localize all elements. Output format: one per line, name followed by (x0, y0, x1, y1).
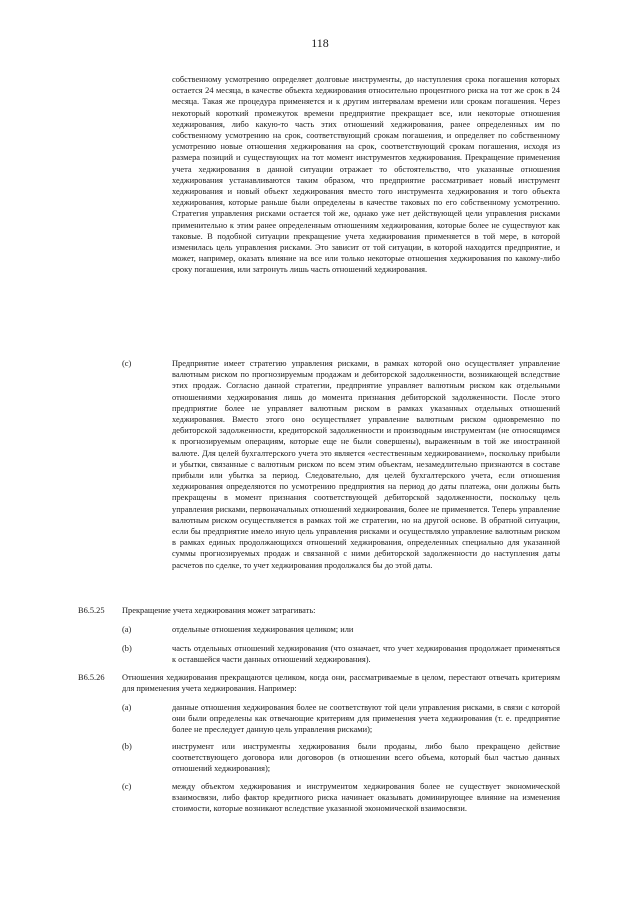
continuation-paragraph: собственному усмотрению определяет долговые инструменты, до наступления срока погашения которых остается 24 месяца, в качестве объекта хеджирования относительно процентного риска на тот же срок в 24 месяца. Такая же процедура применяется и к другим интервалам времени или срокам погашения. Через некоторый короткий промежуток времени предприятие прекращает все, или некоторые отношения хеджирования, либо какую-то часть этих отношений хеджирования, ранее определенных им по собственному усмотрению на срок, соответствующий срокам погашения, и определяет по собственному усмотрению новые отношения хеджирования на срок, соответствующий срокам погашения, исходя из размера позиций и существующих на тот момент инструментов хеджирования. Прекращение применения учета хеджирования в данной ситуации отражает то обстоятельство, что указанные отношения хеджирования устанавливаются таким образом, что предприятие рассматривает новый инструмент хеджирования и новый объект хеджирования вместо того инструмента хеджирования и того объекта хеджирования, которые раньше были определены в качестве таковых по его собственному усмотрению. Стратегия управления рисками остается той же, однако уже нет действующей цели управления рисками применительно к этим ранее определенным отношениям хеджирования, которые более не существуют как таковые. В подобной ситуации прекращение учета хеджирования применяется в той мере, в которой изменилась цель управления рисками. Это зависит от той ситуации, в которой находится предприятие, и может, например, оказать влияние на все или только некоторые отношения хеджирования по какому-либо сроку погашения, или затронуть лишь часть отношений хеджирования. (172, 75, 560, 275)
b6526-item-a-text: данные отношения хеджирования более не соответствуют той цели управления рисками, в связи с которой они были определены как отвечающие критериям для применения учета хеджирования (т. е. предприятие более не преследует данную цель управления рисками); (172, 703, 560, 735)
b6526-item-a-label: (a) (122, 703, 132, 712)
b6526-intro: Отношения хеджирования прекращаются целиком, когда они, рассматриваемые в целом, перестают отвечать критериям для применения учета хеджирования. Например: (122, 673, 560, 694)
item-c-label: (c) (122, 359, 132, 368)
b6526-item-c-label: (c) (122, 782, 132, 791)
page-number: 118 (311, 36, 329, 50)
b6525-item-a-label: (a) (122, 625, 132, 634)
b6525-item-b-text: часть отдельных отношений хеджирования (что означает, что учет хеджирования продолжает применяться к оставшейся части данных отношений хеджирования). (172, 644, 560, 665)
b6525-intro: Прекращение учета хеджирования может затрагивать: (122, 606, 316, 615)
b6525-item-a-text: отдельные отношения хеджирования целиком; или (172, 625, 354, 634)
b6525-item-b-label: (b) (122, 644, 132, 653)
b6526-item-b-label: (b) (122, 742, 132, 751)
item-c-paragraph: Предприятие имеет стратегию управления рисками, в рамках которой оно осуществляет управление валютным риском по прогнозируемым продажам и дебиторской задолженности, возникающей вследствие этих продаж. Согласно данной стратегии, предприятие управляет валютным риском как отдельными отношениями хеджирования лишь до момента признания дебиторской задолженности. После этого предприятие более не управляет валютным риском в рамках указанных отдельных отношений хеджирования. Вместо этого оно осуществляет управление валютным риском одновременно по дебиторской задолженности, кредиторской задолженности и производным инструментам (не относящимся к прогнозируемым операциям, которые еще не были совершены), выраженным в той же иностранной валюте. Для целей бухгалтерского учета это является «естественным хеджированием», поскольку прибыли и убытки, связанные с валютным риском по всем этим объектам, незамедлительно признаются в составе прибыли или убытка за период. Следовательно, для целей бухгалтерского учета, если отношения хеджирования определяются по усмотрению предприятия на период до даты платежа, они должны быть прекращены в момент признания соответствующей дебиторской задолженности, поскольку цель управления рисками, первоначальных отношений хеджирования, более не применяется. Теперь управление валютным риском осуществляется в рамках той же стратегии, но на другой основе. В обратной ситуации, если бы предприятие имело иную цель управления рисками и осуществляло управление валютным риском в рамках единых продолжающихся отношений хеджирования, определенных специально для указанной суммы прогнозируемых продаж и связанной с ними дебиторской задолженности до наступления даты расчетов по сделке, то учет хеджирования продолжался бы до этой даты. (172, 359, 560, 570)
b6526-item-b-text: инструмент или инструменты хеджирования были проданы, либо было прекращено действие соответствующего договора или договоров (в отношении всего объема, который был частью данных отношений хеджирования); (172, 742, 560, 774)
b6525-number: B6.5.25 (78, 606, 105, 615)
b6526-number: B6.5.26 (78, 673, 105, 682)
b6526-item-c-text: между объектом хеджирования и инструментом хеджирования более не существует экономической взаимосвязи, либо фактор кредитного риска начинает оказывать доминирующее влияние на изменения стоимости, которые возникают вследствие указанной экономической взаимосвязи. (172, 782, 560, 814)
